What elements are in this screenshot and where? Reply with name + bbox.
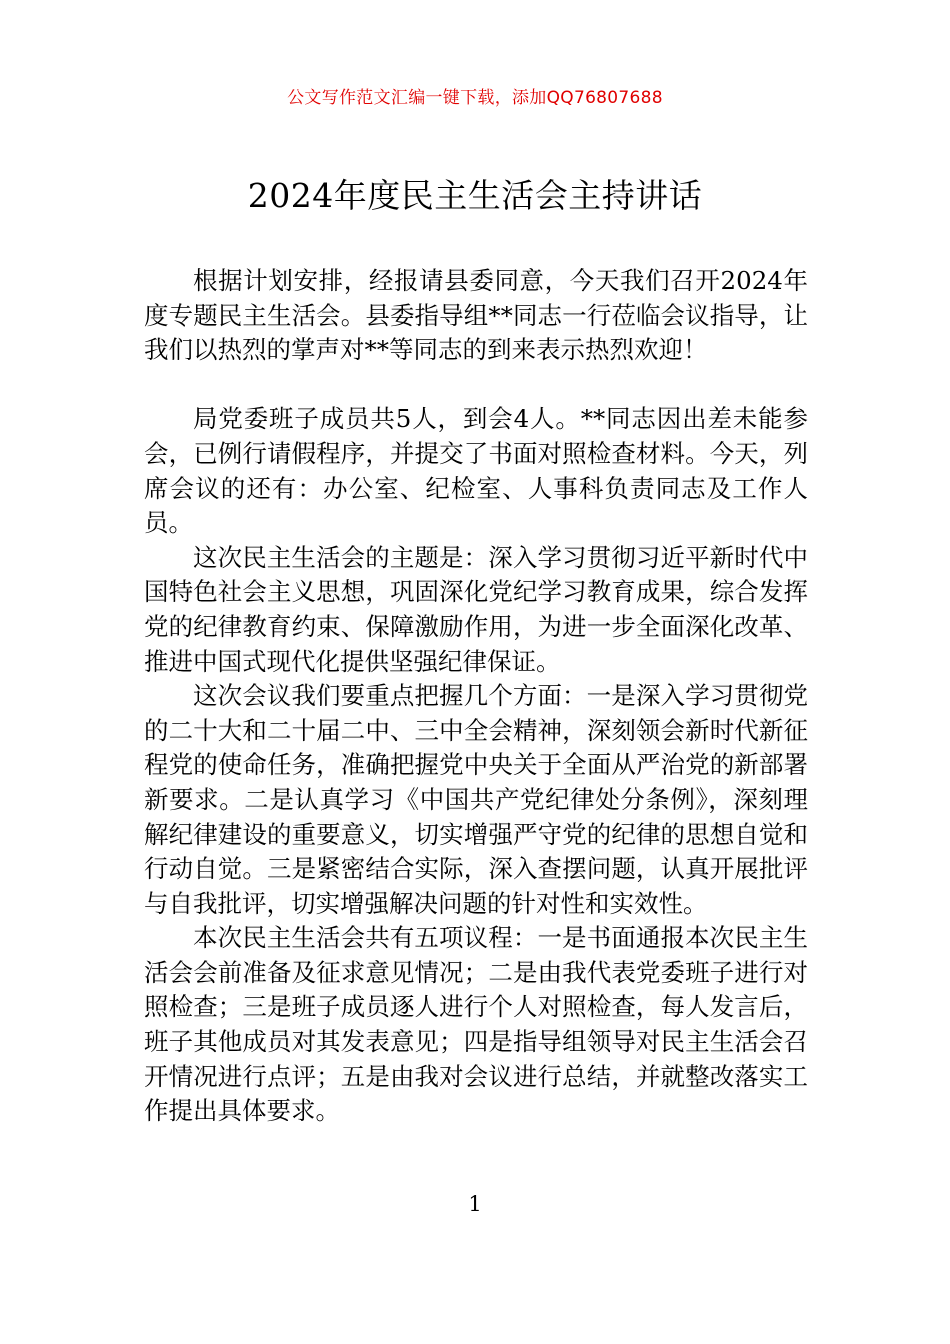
paragraph-attendance: 局党委班子成员共5人，到会4人。**同志因出差未能参会，已例行请假程序，并提交了书面对照检查材料。今天，列席会议的还有：办公室、纪检室、人事科负责同志及工作人员。 <box>144 404 808 538</box>
paragraph-agenda: 本次民主生活会共有五项议程：一是书面通报本次民主生活会会前准备及征求意见情况；二是由我代表党委班子进行对照检查；三是班子成员逐人进行个人对照检查，每人发言后，班子其他成员对其发表意见；四是指导组领导对民主生活会召开情况进行点评；五是由我对会议进行总结，并就整改落实工作提出具体要求。 <box>144 923 808 1126</box>
document-body <box>144 264 808 1129</box>
page-number: 1 <box>468 1192 482 1216</box>
paragraph-opening: 根据计划安排，经报请县委同意，今天我们召开2024年度专题民主生活会。县委指导组**同志一行莅临会议指导，让我们以热烈的掌声对**等同志的到来表示热烈欢迎！ <box>144 266 808 365</box>
download-banner: 公文写作范文汇编一键下载，添加QQ76807688 <box>287 88 663 108</box>
paragraph-focus-points: 这次会议我们要重点把握几个方面：一是深入学习贯彻党的二十大和二十届二中、三中全会精神，深刻领会新时代新征程党的使命任务，准确把握党中央关于全面从严治党的新部署新要求。二是认真学习《中国共产党纪律处分条例》，深刻理解纪律建设的重要意义，切实增强严守党的纪律的思想自觉和行动自觉。三是紧密结合实际，深入查摆问题，认真开展批评与自我批评，切实增强解决问题的针对性和实效性。 <box>144 681 808 918</box>
paragraph-theme: 这次民主生活会的主题是：深入学习贯彻习近平新时代中国特色社会主义思想，巩固深化党纪学习教育成果，综合发挥党的纪律教育约束、保障激励作用，为进一步全面深化改革、推进中国式现代化提供坚强纪律保证。 <box>144 542 808 676</box>
document-title: 2024年度民主生活会主持讲话 <box>247 176 703 215</box>
